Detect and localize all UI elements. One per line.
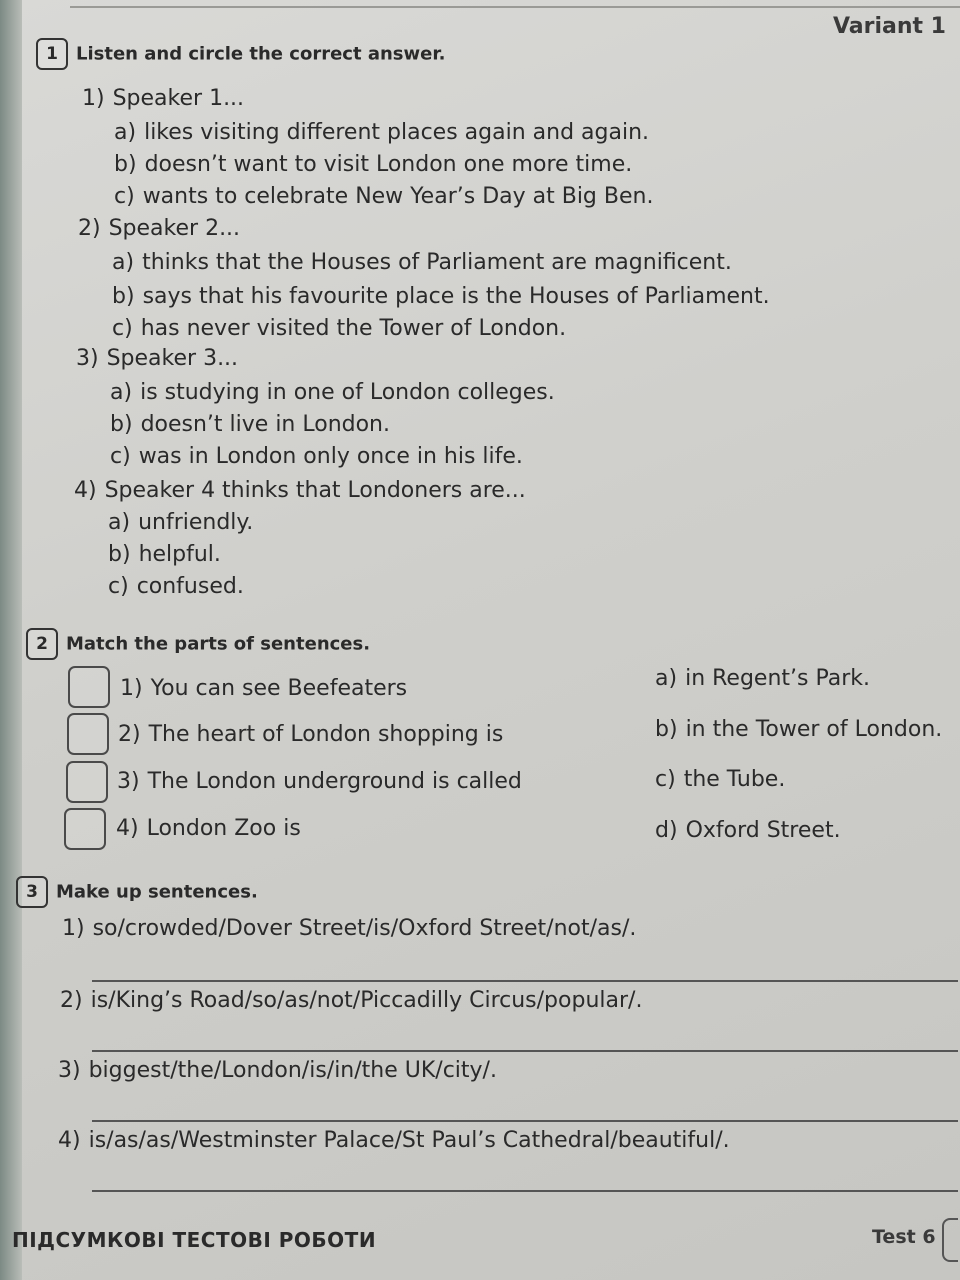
- task1-title: Listen and circle the correct answer.: [76, 43, 446, 65]
- task1-question-1: [82, 86, 244, 111]
- task2-header: [26, 628, 370, 660]
- task1-header: [36, 38, 445, 70]
- option-letter: b): [114, 152, 137, 177]
- top-divider: [70, 6, 960, 8]
- option-letter: b): [112, 284, 135, 309]
- item-number: 4): [116, 816, 139, 841]
- option-letter: c): [112, 316, 133, 341]
- item-number: 3): [58, 1058, 81, 1083]
- option-text: doesn’t want to visit London one more time.: [144, 152, 633, 177]
- task2-right-item-c: [655, 767, 785, 792]
- task1-number: 1: [36, 38, 68, 70]
- item-number: 4): [58, 1128, 81, 1153]
- answer-box-3[interactable]: [66, 761, 108, 803]
- option-letter: b): [110, 412, 133, 437]
- option-letter: c): [110, 444, 131, 469]
- task1-q2-option-c[interactable]: [112, 316, 566, 341]
- item-letter: c): [655, 767, 676, 792]
- task1-q4-option-c[interactable]: [108, 574, 244, 599]
- task2-title: Match the parts of sentences.: [66, 633, 371, 655]
- item-number: 2): [60, 988, 83, 1013]
- answer-line-4[interactable]: [92, 1190, 958, 1192]
- option-letter: a): [108, 510, 131, 535]
- question-number: 1): [82, 86, 105, 111]
- task1-q2-option-b[interactable]: [112, 284, 770, 309]
- task1-q3-option-b[interactable]: [110, 412, 390, 437]
- answer-box-1[interactable]: [68, 666, 110, 708]
- task1-q1-option-a[interactable]: [114, 120, 649, 145]
- option-text: wants to celebrate New Year’s Day at Big Ben.: [142, 184, 654, 209]
- task1-question-2: [78, 216, 240, 241]
- item-text: the Tube.: [683, 767, 786, 792]
- item-text: London Zoo is: [146, 816, 301, 841]
- task2-left-item-1: [120, 676, 407, 701]
- answer-box-4[interactable]: [64, 808, 106, 850]
- task3-item-3: [58, 1058, 497, 1083]
- option-letter: b): [108, 542, 131, 567]
- task3-item-4: [58, 1128, 730, 1153]
- question-text: Speaker 2...: [108, 216, 241, 241]
- item-number: 1): [120, 676, 143, 701]
- item-text: is/King’s Road/so/as/not/Piccadilly Circus/popular/.: [90, 988, 643, 1013]
- option-text: doesn’t live in London.: [140, 412, 390, 437]
- footer-title: ПІДСУМКОВІ ТЕСТОВІ РОБОТИ: [12, 1228, 377, 1252]
- answer-line-1[interactable]: [92, 980, 958, 982]
- task2-right-item-d: [655, 818, 841, 843]
- test-label: Test 6: [872, 1226, 936, 1248]
- option-letter: c): [114, 184, 135, 209]
- item-text: is/as/as/Westminster Palace/St Paul’s Cathedral/beautiful/.: [88, 1128, 730, 1153]
- option-text: thinks that the Houses of Parliament are magnificent.: [142, 250, 732, 275]
- task3-item-1: [62, 916, 636, 941]
- item-text: The London underground is called: [147, 769, 522, 794]
- task2-left-item-2: [118, 722, 503, 747]
- task3-number: 3: [16, 876, 48, 908]
- item-text: so/crowded/Dover Street/is/Oxford Street/not/as/.: [92, 916, 637, 941]
- item-text: biggest/the/London/is/in/the UK/city/.: [88, 1058, 497, 1083]
- item-text: in Regent’s Park.: [685, 666, 871, 691]
- question-number: 2): [78, 216, 101, 241]
- page-number-marker: [942, 1218, 958, 1262]
- task2-left-item-4: [116, 816, 301, 841]
- question-text: Speaker 4 thinks that Londoners are...: [104, 478, 526, 503]
- option-text: has never visited the Tower of London.: [140, 316, 567, 341]
- item-text: Oxford Street.: [685, 818, 841, 843]
- answer-line-2[interactable]: [92, 1050, 958, 1052]
- task3-header: [16, 876, 258, 908]
- question-text: Speaker 1...: [112, 86, 245, 111]
- task3-item-2: [60, 988, 642, 1013]
- task2-right-item-a: [655, 666, 870, 691]
- question-number: 4): [74, 478, 97, 503]
- task1-q1-option-b[interactable]: [114, 152, 632, 177]
- option-text: was in London only once in his life.: [138, 444, 523, 469]
- item-number: 2): [118, 722, 141, 747]
- task3-title: Make up sentences.: [56, 881, 258, 903]
- item-letter: d): [655, 818, 678, 843]
- option-letter: a): [114, 120, 137, 145]
- task2-number: 2: [26, 628, 58, 660]
- option-text: confused.: [136, 574, 244, 599]
- question-text: Speaker 3...: [106, 346, 239, 371]
- task1-q2-option-a[interactable]: [112, 250, 732, 275]
- task1-q4-option-b[interactable]: [108, 542, 221, 567]
- option-text: unfriendly.: [138, 510, 254, 535]
- task1-q3-option-c[interactable]: [110, 444, 523, 469]
- option-text: likes visiting different places again and again.: [144, 120, 650, 145]
- task2-left-item-3: [117, 769, 522, 794]
- item-number: 1): [62, 916, 85, 941]
- answer-line-3[interactable]: [92, 1120, 958, 1122]
- item-text: The heart of London shopping is: [148, 722, 504, 747]
- option-letter: a): [112, 250, 135, 275]
- task1-question-3: [76, 346, 238, 371]
- task2-right-item-b: [655, 717, 942, 742]
- item-letter: b): [655, 717, 678, 742]
- item-text: You can see Beefeaters: [150, 676, 408, 701]
- task1-q3-option-a[interactable]: [110, 380, 555, 405]
- option-text: helpful.: [138, 542, 221, 567]
- option-letter: c): [108, 574, 129, 599]
- question-number: 3): [76, 346, 99, 371]
- page-edge: [0, 0, 22, 1280]
- item-letter: a): [655, 666, 678, 691]
- task1-q1-option-c[interactable]: [114, 184, 653, 209]
- option-letter: a): [110, 380, 133, 405]
- variant-label: Variant 1: [832, 14, 946, 39]
- item-text: in the Tower of London.: [685, 717, 943, 742]
- task1-q4-option-a[interactable]: [108, 510, 253, 535]
- answer-box-2[interactable]: [67, 713, 109, 755]
- option-text: says that his favourite place is the Houses of Parliament.: [142, 284, 770, 309]
- task1-question-4: [74, 478, 526, 503]
- option-text: is studying in one of London colleges.: [140, 380, 555, 405]
- item-number: 3): [117, 769, 140, 794]
